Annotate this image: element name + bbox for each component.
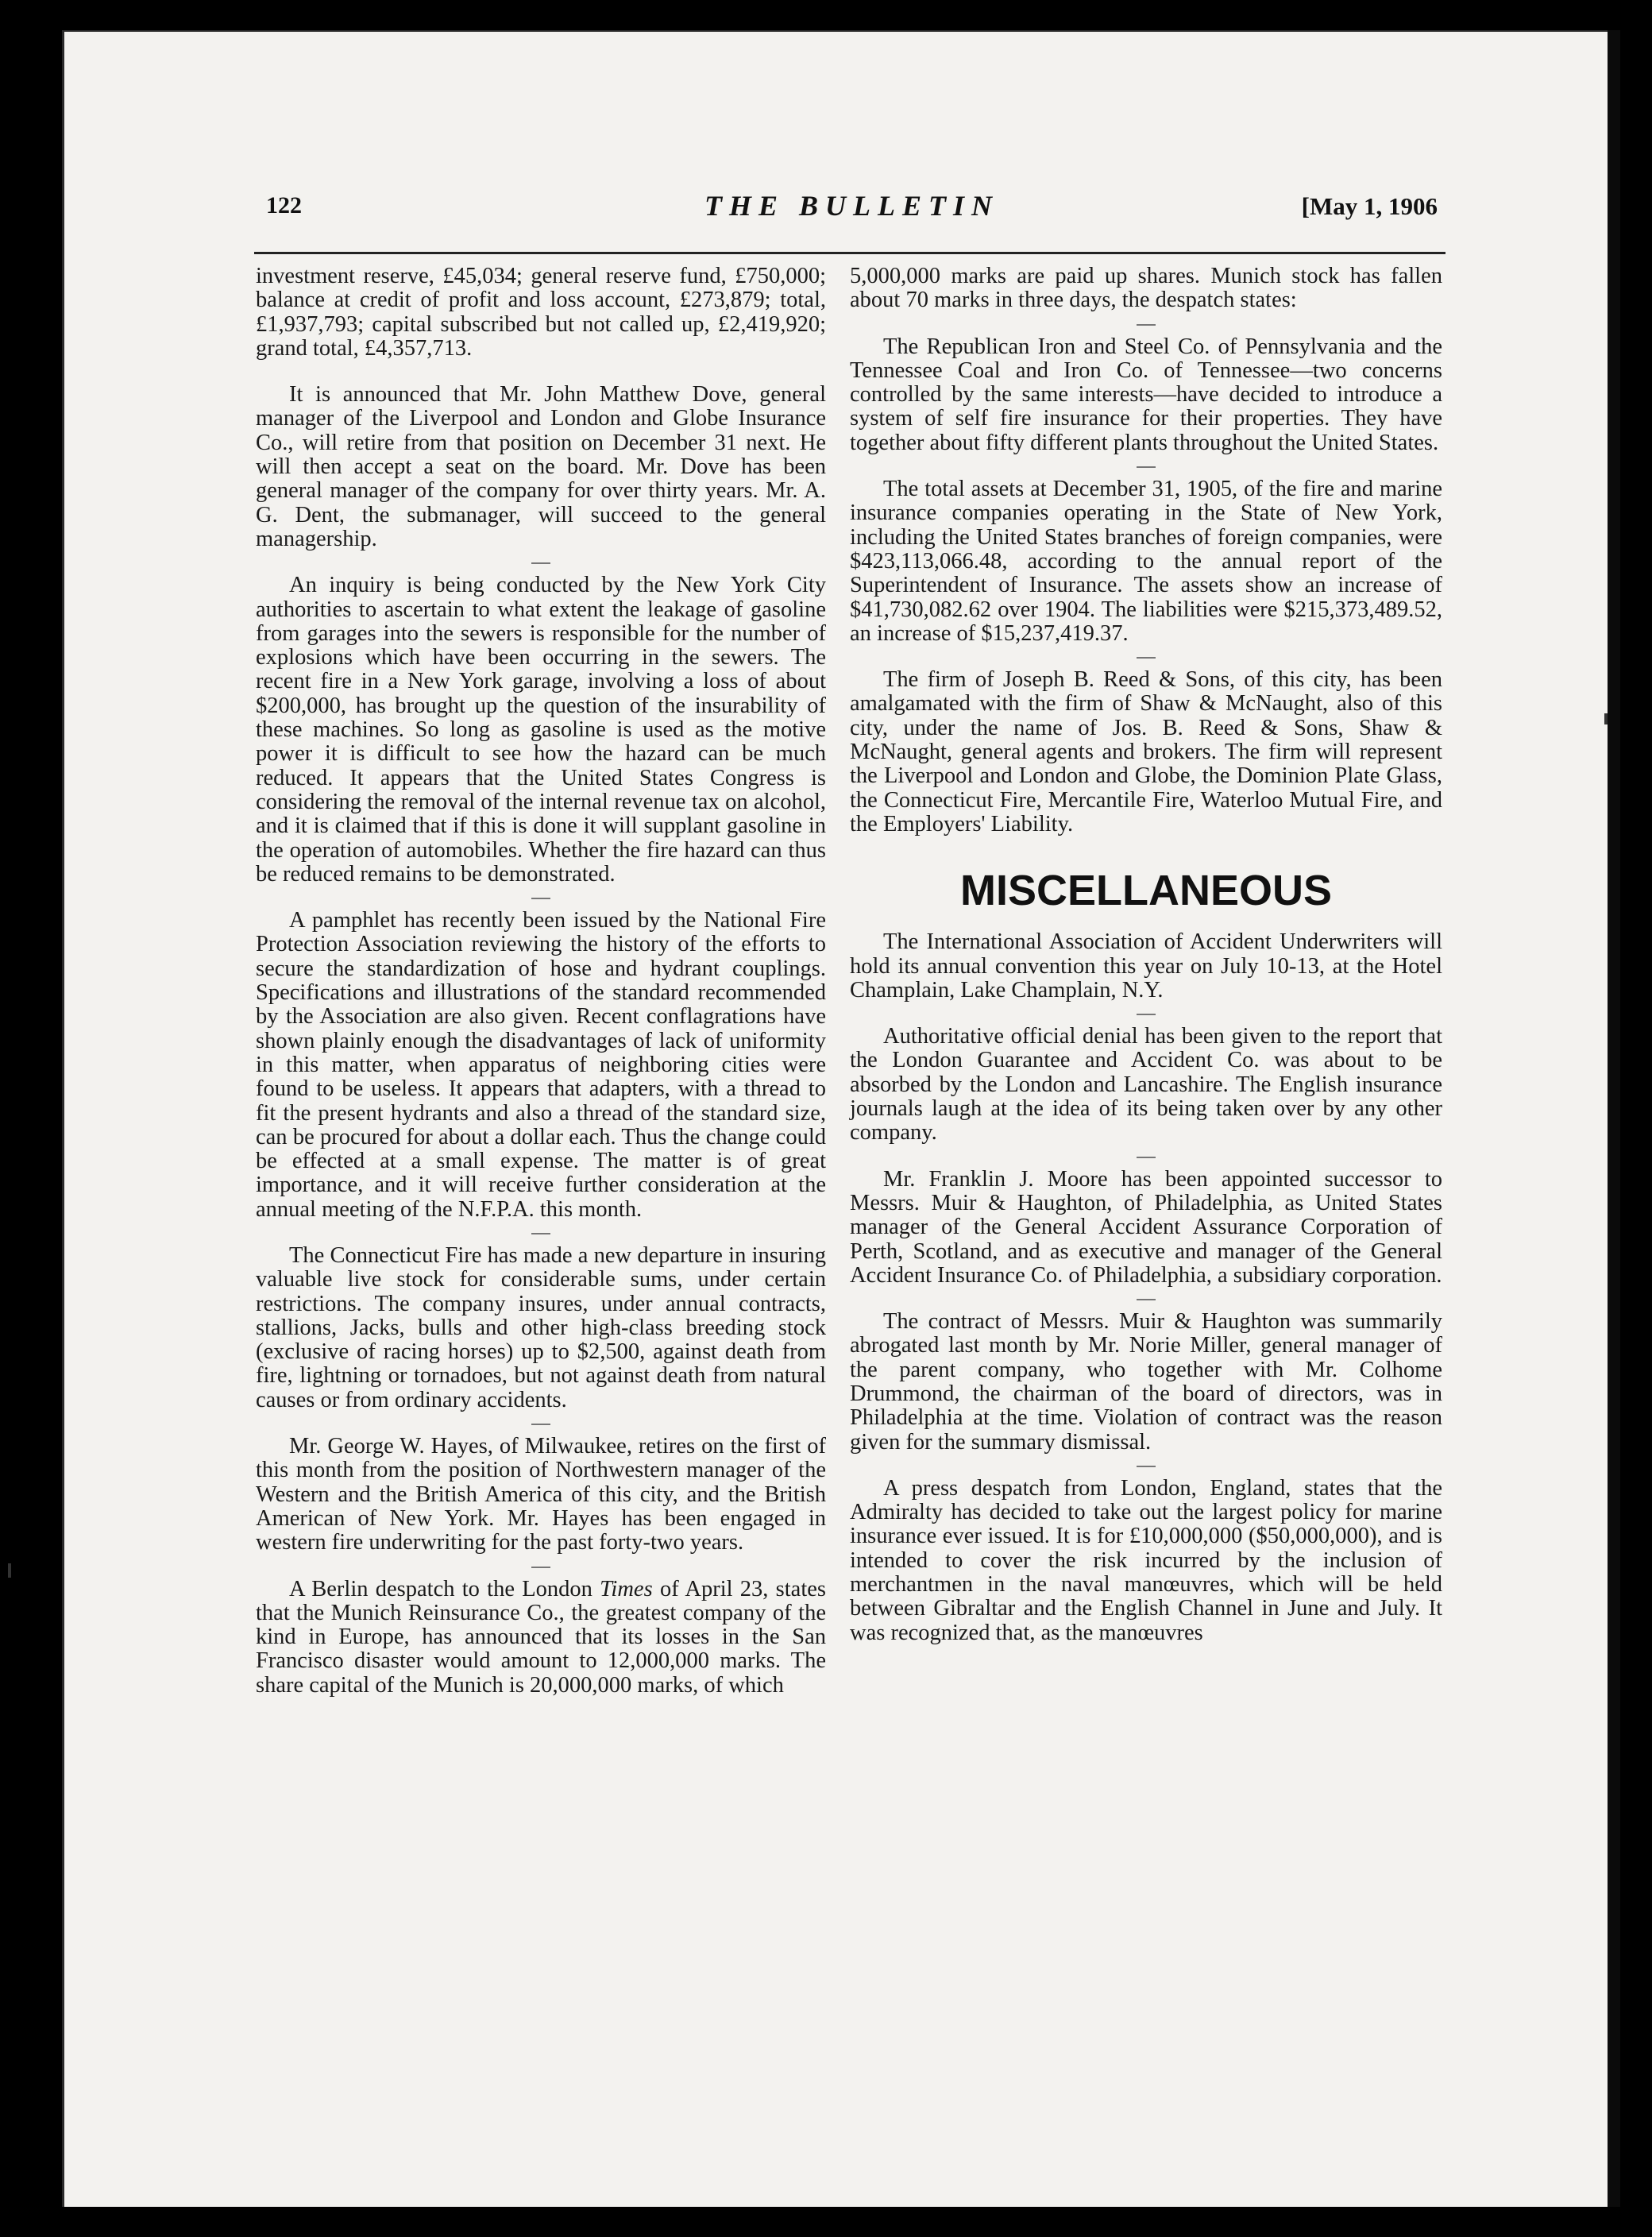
- separator: [1137, 324, 1156, 326]
- header-rule: [254, 252, 1446, 254]
- separator: [1137, 466, 1156, 468]
- separator: [1137, 657, 1156, 659]
- paragraph: A pamphlet has recently been issued by the National Fire Protection Association reviewing the history of the efforts to secure the standardization of hose and hydrant couplings. Specifications and illustrations of the standard recommended by the Association are also given. Recent conflagrations have shown plainly enough the disadvantages of lack of uniformity in this matter, when apparatus of neighboring cities were found to be useless. It appears that adapters, with a thread to fit the present hydrants and also a thread of the standard size, can be procured for about a dollar each. Thus the change could be effected at a small expense. The matter is of great importance, and it will receive further consideration at the annual meeting of the N.F.P.A. this month.: [256, 908, 826, 1222]
- separator: [531, 1233, 550, 1234]
- paragraph: The total assets at December 31, 1905, of the fire and marine insurance companies operating in the State of New York, including the United States branches of foreign companies, were $423,113,066.48, according to the annual report of the Superintendent of Insurance. The assets show an increase of $41,730,082.62 over 1904. The liabilities were $215,373,489.52, an increase of $15,237,419.37.: [850, 477, 1442, 646]
- left-column: [256, 265, 826, 1698]
- page-edge-shadow: [1608, 30, 1620, 2207]
- paragraph: investment reserve, £45,034; general reserve fund, £750,000; balance at credit of profit and loss account, £273,879; total, £1,937,793; capital subscribed but not called up, £2,419,920; grand total, £4,357,713.: [256, 264, 826, 361]
- separator: [531, 1567, 550, 1568]
- paragraph: It is announced that Mr. John Matthew Dove, general manager of the Liverpool and London and Globe Insurance Co., will retire from that position on December 31 next. He will then accept a seat on the board. Mr. Dove has been general manager of the company for over thirty years. Mr. A. G. Dent, the submanager, will succeed to the general managership.: [256, 382, 826, 551]
- paragraph: Mr. George W. Hayes, of Milwaukee, retires on the first of this month from the position of Northwestern manager of the Western and the British America of this city, and the British American of New York. Mr. Hayes has been engaged in western fire underwriting for the past forty-two years.: [256, 1434, 826, 1555]
- paragraph: The Republican Iron and Steel Co. of Pennsylvania and the Tennessee Coal and Iron Co. of Tennessee—two concerns controlled by the same interests—have decided to introduce a system of self fire insurance for their properties. They have together about fifty different plants throughout the United States.: [850, 334, 1442, 455]
- paragraph: The firm of Joseph B. Reed & Sons, of this city, has been amalgamated with the firm of Shaw & McNaught, also of this city, under the name of Jos. B. Reed & Sons, Shaw & McNaught, general agents and brokers. The firm will represent the Liverpool and London and Globe, the Dominion Plate Glass, the Connecticut Fire, Mercantile Fire, Waterloo Mutual Fire, and the Employers' Liability.: [850, 667, 1442, 836]
- paragraph: [256, 1578, 826, 1698]
- paragraph: An inquiry is being conducted by the New York City authorities to ascertain to what extent the leakage of gasoline from garages into the sewers is responsible for the number of explosions which have been occurring in the sewers. The recent fire in a New York garage, involving a loss of about $200,000, has brought up the question of the insurability of these machines. So long as gasoline is used as the motive power it is difficult to see how the hazard can be much reduced. It appears that the United States Congress is considering the removal of the internal revenue tax on alcohol, and it is claimed that if this is done it will supplant gasoline in the operation of automobiles. Whether the fire hazard can thus be reduced remains to be demonstrated.: [256, 573, 826, 887]
- text-run: A Berlin despatch to the London: [289, 1576, 600, 1601]
- paragraph: Mr. Franklin J. Moore has been appointed successor to Messrs. Muir & Haughton, of Philadelphia, as United States manager of the General Accident Assurance Corporation of Perth, Scotland, and as executive and manager of the General Accident Insurance Co. of Philadelphia, a subsidiary corporation.: [850, 1166, 1442, 1288]
- separator: [1137, 1014, 1156, 1015]
- paragraph: A press despatch from London, England, states that the Admiralty has decided to take out the largest policy for marine insurance ever issued. It is for £10,000,000 ($50,000,000), and is intended to cover the risk incurred by the inclusion of merchantmen in the naval manœuvres, which will be held between Gibraltar and the English Channel in June and July. It was recognized that, as the manœuvres: [850, 1475, 1442, 1645]
- paragraph: 5,000,000 marks are paid up shares. Munich stock has fallen about 70 marks in three days, the despatch states:: [850, 264, 1442, 313]
- paragraph: Authoritative official denial has been given to the report that the London Guarantee and Accident Co. was about to be absorbed by the London and Lancashire. The English insurance journals laugh at the idea of its being taken over by any other company.: [850, 1024, 1442, 1146]
- right-column: [850, 265, 1442, 1645]
- paragraph: The International Association of Accident Underwriters will hold its annual convention this year on July 10-13, at the Hotel Champlain, Lake Champlain, N.Y.: [850, 929, 1442, 1003]
- separator: [1137, 1466, 1156, 1467]
- page-header: [266, 189, 1438, 245]
- separator: [1137, 1299, 1156, 1300]
- text-run: of April 23, states that the Munich Reinsurance Co., the greatest company of the kind in Europe, has announced that its losses in the San Francisco disaster would amount to 12,000,000 marks. The share capital of the Munich is 20,000,000 marks, of which: [256, 1576, 826, 1698]
- page-number: 122: [266, 192, 302, 218]
- separator: [531, 562, 550, 564]
- publication-title: THE BULLETIN: [704, 190, 999, 222]
- paragraph: The contract of Messrs. Muir & Haughton was summarily abrogated last month by Mr. Norie Miller, general manager of the parent company, who together with Mr. Colhome Drummond, the chairman of the board of directors, was in Philadelphia at the time. Violation of contract was the reason given for the summary dismissal.: [850, 1309, 1442, 1455]
- margin-mark: [8, 1563, 11, 1578]
- separator: [531, 898, 550, 899]
- newspaper-name: Times: [600, 1576, 653, 1601]
- separator: [531, 1424, 550, 1425]
- section-heading: MISCELLANEOUS: [959, 867, 1333, 915]
- paragraph: The Connecticut Fire has made a new departure in insuring valuable live stock for considerable sums, under certain restrictions. The company insures, under annual contracts, stallions, Jacks, bulls and other high-class breeding stock (exclusive of racing horses) up to $2,500, against death from fire, lightning or tornadoes, but not against death from natural causes or from ordinary accidents.: [256, 1242, 826, 1412]
- issue-date: [May 1, 1906: [1301, 192, 1438, 220]
- separator: [1137, 1157, 1156, 1158]
- margin-mark: [1604, 713, 1608, 724]
